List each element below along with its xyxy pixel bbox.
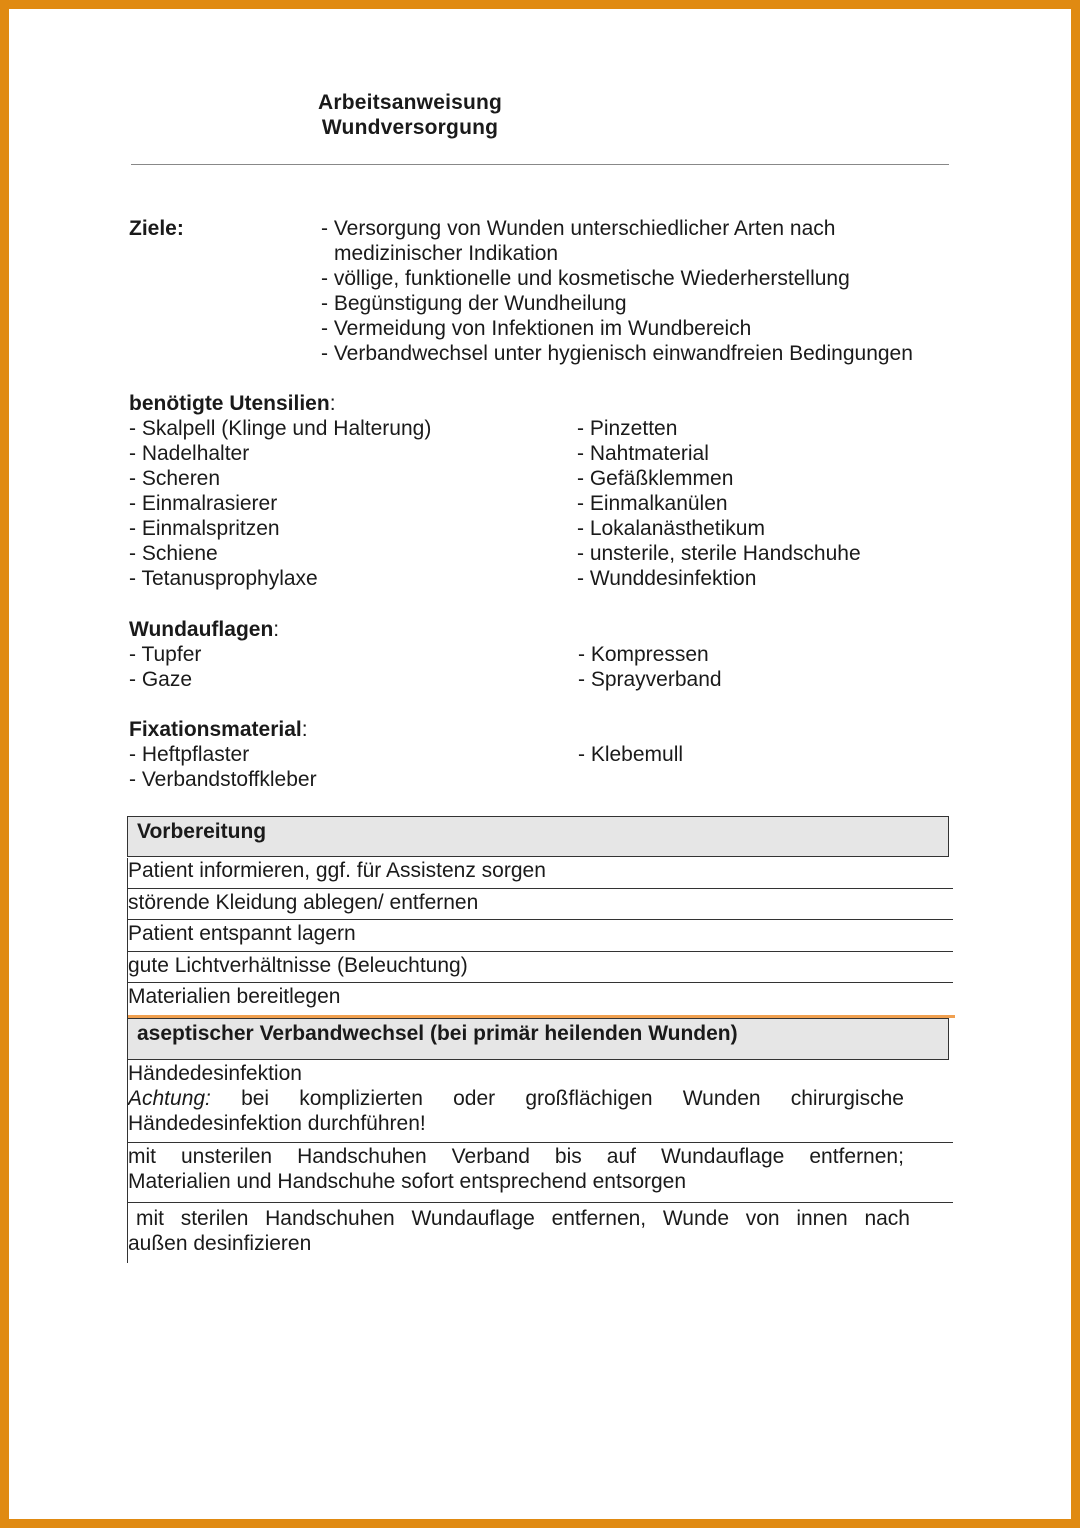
utensil-item: - Scheren bbox=[129, 467, 221, 490]
word: chirurgische bbox=[790, 1087, 904, 1110]
ziele-label: Ziele: bbox=[129, 217, 184, 240]
word: innen bbox=[796, 1207, 848, 1230]
row-justified-line bbox=[136, 1207, 910, 1231]
table-row bbox=[127, 1060, 953, 1143]
utensilien-label: benötigte Utensilien bbox=[129, 392, 330, 415]
word: oder bbox=[453, 1087, 496, 1110]
aseptisch-header bbox=[127, 1018, 949, 1060]
fixation-label: Fixationsmaterial bbox=[129, 718, 302, 741]
title-line-2: Wundversorgung bbox=[321, 116, 499, 139]
word: bei bbox=[241, 1087, 270, 1110]
word: mit bbox=[128, 1145, 156, 1168]
wundauflage-item: - Tupfer bbox=[129, 643, 202, 666]
utensil-item: - Schiene bbox=[129, 542, 218, 565]
word: von bbox=[745, 1207, 780, 1230]
utensilien-heading bbox=[129, 391, 336, 416]
table-row bbox=[127, 920, 953, 952]
utensil-item: - Einmalrasierer bbox=[129, 492, 278, 515]
word: bis bbox=[554, 1145, 582, 1168]
word: nach bbox=[864, 1207, 910, 1230]
utensil-item: - Pinzetten bbox=[577, 417, 678, 440]
ziele-item: medizinischer Indikation bbox=[334, 242, 559, 265]
row-text: gute Lichtverhältnisse (Beleuchtung) bbox=[128, 954, 468, 977]
row-text: Händedesinfektion durchführen! bbox=[128, 1112, 426, 1135]
table-row bbox=[127, 857, 953, 889]
row-text: Materialien bereitlegen bbox=[128, 985, 341, 1008]
achtung-label: Achtung: bbox=[128, 1087, 211, 1110]
utensil-item: - Gefäßklemmen bbox=[577, 467, 734, 490]
word: Handschuhen bbox=[297, 1145, 427, 1168]
wundauflage-item: - Gaze bbox=[129, 668, 193, 691]
word: mit bbox=[136, 1207, 164, 1230]
aseptisch-header-text: aseptischer Verbandwechsel (bei primär heilenden Wunden) bbox=[137, 1022, 738, 1045]
table-row bbox=[127, 983, 953, 1015]
ziele-item: - Vermeidung von Infektionen im Wundbereich bbox=[321, 317, 752, 340]
table-row bbox=[127, 952, 953, 983]
table-row bbox=[127, 889, 953, 920]
utensilien-colon: : bbox=[329, 392, 336, 415]
vorbereitung-header-text: Vorbereitung bbox=[137, 820, 267, 843]
row-text: Patient entspannt lagern bbox=[128, 922, 356, 945]
word: großflächigen bbox=[525, 1087, 653, 1110]
fixation-item: - Heftpflaster bbox=[129, 743, 250, 766]
utensil-item: - Einmalspritzen bbox=[129, 517, 280, 540]
word: Verband bbox=[451, 1145, 530, 1168]
utensil-item: - unsterile, sterile Handschuhe bbox=[577, 542, 861, 565]
vorbereitung-header bbox=[127, 816, 949, 857]
row-text: Händedesinfektion bbox=[128, 1062, 302, 1085]
utensil-item: - Lokalanästhetikum bbox=[577, 517, 765, 540]
fixation-heading bbox=[129, 717, 308, 742]
row-justified-line bbox=[128, 1145, 904, 1169]
fixation-item: - Verbandstoffkleber bbox=[129, 768, 317, 791]
fixation-colon: : bbox=[301, 718, 308, 741]
utensil-item: - Tetanusprophylaxe bbox=[129, 567, 318, 590]
row-justified-line bbox=[128, 1087, 904, 1111]
ziele-item: - Versorgung von Wunden unterschiedlicher Arten nach bbox=[321, 217, 836, 240]
utensil-item: - Einmalkanülen bbox=[577, 492, 728, 515]
word: entfernen, bbox=[551, 1207, 647, 1230]
row-text: störende Kleidung ablegen/ entfernen bbox=[128, 891, 479, 914]
row-text: Patient informieren, ggf. für Assistenz sorgen bbox=[128, 859, 546, 882]
ziele-item: - Begünstigung der Wundheilung bbox=[321, 292, 627, 315]
ziele-item: - Verbandwechsel unter hygienisch einwandfreien Bedingungen bbox=[321, 342, 913, 365]
word: Handschuhen bbox=[265, 1207, 395, 1230]
utensil-item: - Nadelhalter bbox=[129, 442, 250, 465]
table-left-border bbox=[127, 858, 128, 1018]
wundauflagen-colon: : bbox=[273, 618, 280, 641]
document-title bbox=[318, 90, 502, 140]
word: auf bbox=[606, 1145, 636, 1168]
table-left-border bbox=[127, 1060, 128, 1263]
word: Wundauflage bbox=[660, 1145, 785, 1168]
word: Wunden bbox=[682, 1087, 761, 1110]
ziele-item: - völlige, funktionelle und kosmetische Wiederherstellung bbox=[321, 267, 850, 290]
wundauflagen-label: Wundauflagen bbox=[129, 618, 274, 641]
wundauflage-item: - Kompressen bbox=[578, 643, 709, 666]
table-row bbox=[127, 1143, 953, 1203]
row-text: Materialien und Handschuhe sofort entsprechend entsorgen bbox=[128, 1170, 687, 1193]
title-divider bbox=[131, 164, 949, 165]
fixation-item: - Klebemull bbox=[578, 743, 684, 766]
word: Wunde bbox=[662, 1207, 730, 1230]
utensil-item: - Wunddesinfektion bbox=[577, 567, 757, 590]
word: Wundauflage bbox=[411, 1207, 535, 1230]
word: unsterilen bbox=[181, 1145, 273, 1168]
utensil-item: - Nahtmaterial bbox=[577, 442, 709, 465]
wundauflagen-heading bbox=[129, 617, 279, 642]
word: entfernen; bbox=[809, 1145, 904, 1168]
utensil-item: - Skalpell (Klinge und Halterung) bbox=[129, 417, 432, 440]
word: sterilen bbox=[180, 1207, 249, 1230]
row-text: außen desinfizieren bbox=[128, 1232, 312, 1255]
table-row bbox=[127, 1203, 953, 1263]
title-line-1: Arbeitsanweisung bbox=[318, 91, 503, 114]
wundauflage-item: - Sprayverband bbox=[578, 668, 722, 691]
word: komplizierten bbox=[299, 1087, 423, 1110]
